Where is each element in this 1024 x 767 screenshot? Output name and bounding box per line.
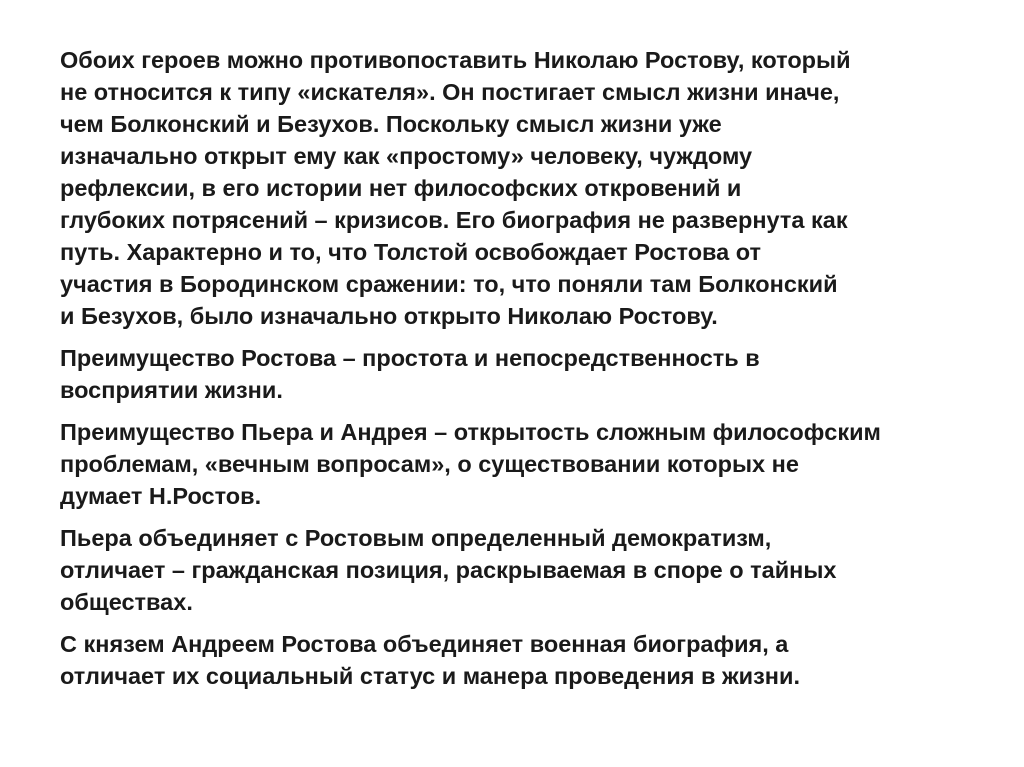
text-line: Пьера объединяет с Ростовым определенный демократизм,	[60, 525, 772, 551]
text-line: рефлексии, в его истории нет философских откровений и	[60, 175, 742, 201]
text-line: проблемам, «вечным вопросам», о существовании которых не	[60, 451, 799, 477]
text-line: восприятии жизни.	[60, 377, 283, 403]
text-line: Преимущество Ростова – простота и непосредственность в	[60, 345, 760, 371]
text-line: изначально открыт ему как «простому» человеку, чуждому	[60, 143, 753, 169]
text-line: не относится к типу «искателя». Он постигает смысл жизни иначе,	[60, 79, 840, 105]
slide-body	[60, 44, 990, 702]
text-line: Обоих героев можно противопоставить Николаю Ростову, который	[60, 47, 851, 73]
text-line: путь. Характерно и то, что Толстой освобождает Ростова от	[60, 239, 762, 265]
text-line: отличает их социальный статус и манера проведения в жизни.	[60, 663, 800, 689]
text-line: глубоких потрясений – кризисов. Его биография не развернута как	[60, 207, 848, 233]
text-line: чем Болконский и Безухов. Поскольку смысл жизни уже	[60, 111, 722, 137]
text-line: отличает – гражданская позиция, раскрываемая в споре о тайных	[60, 557, 837, 583]
paragraph-rostov-advantage	[60, 342, 990, 406]
text-line: участия в Бородинском сражении: то, что поняли там Болконский	[60, 271, 838, 297]
text-line: думает Н.Ростов.	[60, 483, 262, 509]
text-line: С князем Андреем Ростова объединяет военная биография, а	[60, 631, 789, 657]
text-line: обществах.	[60, 589, 193, 615]
paragraph-pierre-andrei-advantage	[60, 416, 990, 512]
paragraph-andrei-rostov	[60, 628, 990, 692]
text-line: Преимущество Пьера и Андрея – открытость сложным философским	[60, 419, 881, 445]
text-line: и Безухов, было изначально открыто Николаю Ростову.	[60, 303, 718, 329]
paragraph-pierre-rostov	[60, 522, 990, 618]
paragraph-rostov-contrast	[60, 44, 990, 332]
